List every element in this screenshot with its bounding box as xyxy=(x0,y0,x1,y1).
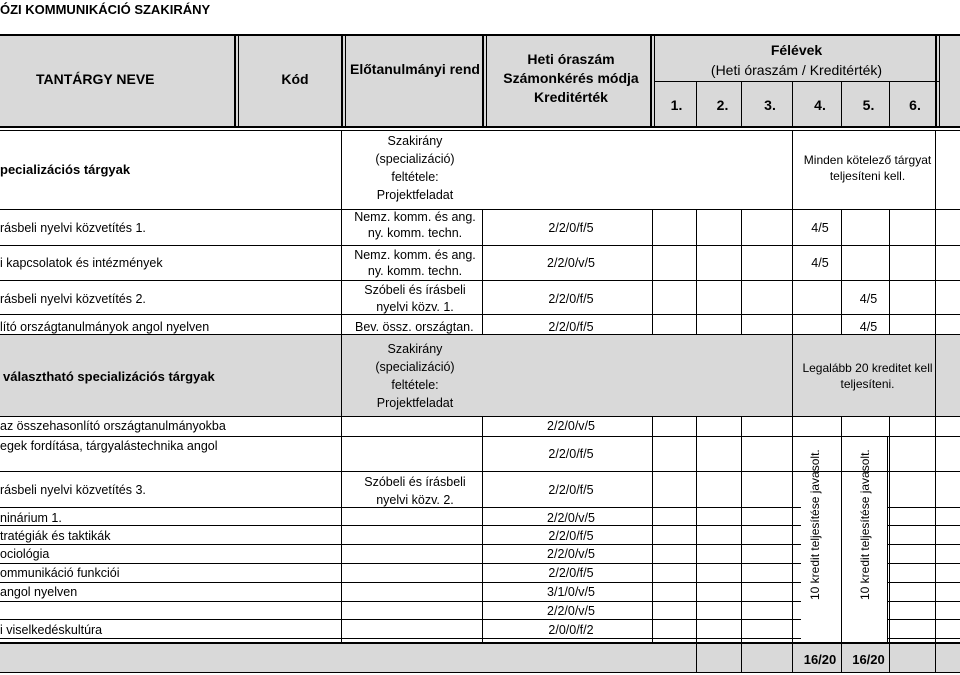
subject-prereq: nyelvi közv. 1. xyxy=(376,300,454,314)
page-title: ÓZI KOMMUNIKÁCIÓ SZAKIRÁNY xyxy=(0,2,211,17)
total-sem4: 16/20 xyxy=(803,652,837,667)
subject-prereq: Bev. össz. országtan. xyxy=(355,320,474,334)
section1-note: Minden kötelező tárgyat xyxy=(803,153,932,167)
semester-6: 6. xyxy=(909,97,921,113)
subject-hours: 2/2/0/v/5 xyxy=(547,419,595,433)
subject-hours: 3/1/0/v/5 xyxy=(547,585,595,599)
subject-semester-value: 4/5 xyxy=(811,221,829,235)
subject-name: ninárium 1. xyxy=(0,511,62,525)
col-hours-header-2: Számonkérés módja xyxy=(503,70,639,86)
subject-name: tratégiák és taktikák xyxy=(0,529,111,543)
subject-hours: 2/0/0/f/2 xyxy=(548,623,594,637)
subject-hours: 2/2/0/f/5 xyxy=(548,529,594,543)
subject-prereq: Nemz. komm. és ang. xyxy=(354,248,476,262)
subject-prereq: Szóbeli és írásbeli xyxy=(364,475,466,489)
total-sem5: 16/20 xyxy=(852,652,885,667)
subject-hours: 2/2/0/v/5 xyxy=(547,604,595,618)
subject-name: az összehasonlító országtanulmányokba xyxy=(0,419,226,433)
subject-name: i kapcsolatok és intézmények xyxy=(0,256,163,270)
section1-prereq-line: feltétele: xyxy=(391,170,439,184)
vertical-note-sem5: 10 kredit teljesítése javasolt. xyxy=(858,449,872,600)
semester-1: 1. xyxy=(670,97,683,113)
col-prereq-header: Előtanulmányi rend xyxy=(350,61,480,77)
subject-name: egek fordítása, tárgyalástechnika angol xyxy=(0,439,218,453)
section1-prereq-line: Projektfeladat xyxy=(376,188,454,202)
col-hours-header-3: Kreditérték xyxy=(534,89,608,105)
subject-semester-value: 4/5 xyxy=(859,292,878,306)
section2-prereq-line: Projektfeladat xyxy=(376,396,454,410)
section2-note: Legalább 20 kreditet kell xyxy=(802,361,933,375)
section2-prereq-line: feltétele: xyxy=(391,378,439,392)
semester-2: 2. xyxy=(716,97,729,113)
subject-name: ociológia xyxy=(0,547,50,561)
subject-name: rásbeli nyelvi közvetítés 1. xyxy=(0,221,146,235)
section1-prereq-line: Szakirány xyxy=(387,134,443,148)
semester-3: 3. xyxy=(764,97,776,113)
subject-prereq: Szóbeli és írásbeli xyxy=(364,283,466,297)
col-name-header: TANTÁRGY NEVE xyxy=(36,71,155,87)
subject-name: lító országtanulmányok angol nyelven xyxy=(0,320,210,334)
subject-hours: 2/2/0/f/5 xyxy=(548,292,594,306)
col-hours-header-1: Heti óraszám xyxy=(527,51,615,67)
subject-name: i viselkedéskultúra xyxy=(0,623,103,637)
subject-hours: 2/2/0/v/5 xyxy=(547,256,595,270)
subject-semester-value: 4/5 xyxy=(859,320,878,334)
vertical-note-sem4: 10 kredit teljesítése javasolt. xyxy=(808,449,822,600)
col-code-header: Kód xyxy=(281,71,309,87)
semester-4: 4. xyxy=(814,97,826,113)
section2-prereq-line: (specializáció) xyxy=(375,360,455,374)
subject-name: rásbeli nyelvi közvetítés 3. xyxy=(0,483,146,497)
section1-note: teljesíteni kell. xyxy=(829,169,906,183)
semesters-subheader: (Heti óraszám / Kreditérték) xyxy=(710,62,883,78)
subject-name: ommunikáció funkciói xyxy=(0,566,120,580)
section2-note: teljesíteni. xyxy=(840,377,895,391)
section1-prereq-line: (specializáció) xyxy=(375,152,455,166)
section2-prereq-line: Szakirány xyxy=(387,342,443,356)
subject-name: angol nyelven xyxy=(0,585,78,599)
subject-hours: 2/2/0/f/5 xyxy=(548,483,594,497)
subject-hours: 2/2/0/f/5 xyxy=(548,566,594,580)
subject-hours: 2/2/0/v/5 xyxy=(547,547,595,561)
subject-prereq: ny. komm. techn. xyxy=(367,264,463,278)
semesters-header: Félévek xyxy=(770,42,823,58)
subject-prereq: nyelvi közv. 2. xyxy=(376,493,454,507)
section2-title: választható specializációs tárgyak xyxy=(3,369,215,384)
subject-hours: 2/2/0/v/5 xyxy=(547,511,595,525)
subject-prereq: Nemz. komm. és ang. xyxy=(354,210,476,224)
subject-hours: 2/2/0/f/5 xyxy=(548,447,594,461)
subject-name: rásbeli nyelvi közvetítés 2. xyxy=(0,292,146,306)
subject-hours: 2/2/0/f/5 xyxy=(548,320,594,334)
subject-hours: 2/2/0/f/5 xyxy=(548,221,594,235)
subject-semester-value: 4/5 xyxy=(811,256,829,270)
semester-5: 5. xyxy=(862,97,875,113)
section1-title: pecializációs tárgyak xyxy=(0,162,131,177)
subject-prereq: ny. komm. techn. xyxy=(367,226,463,240)
